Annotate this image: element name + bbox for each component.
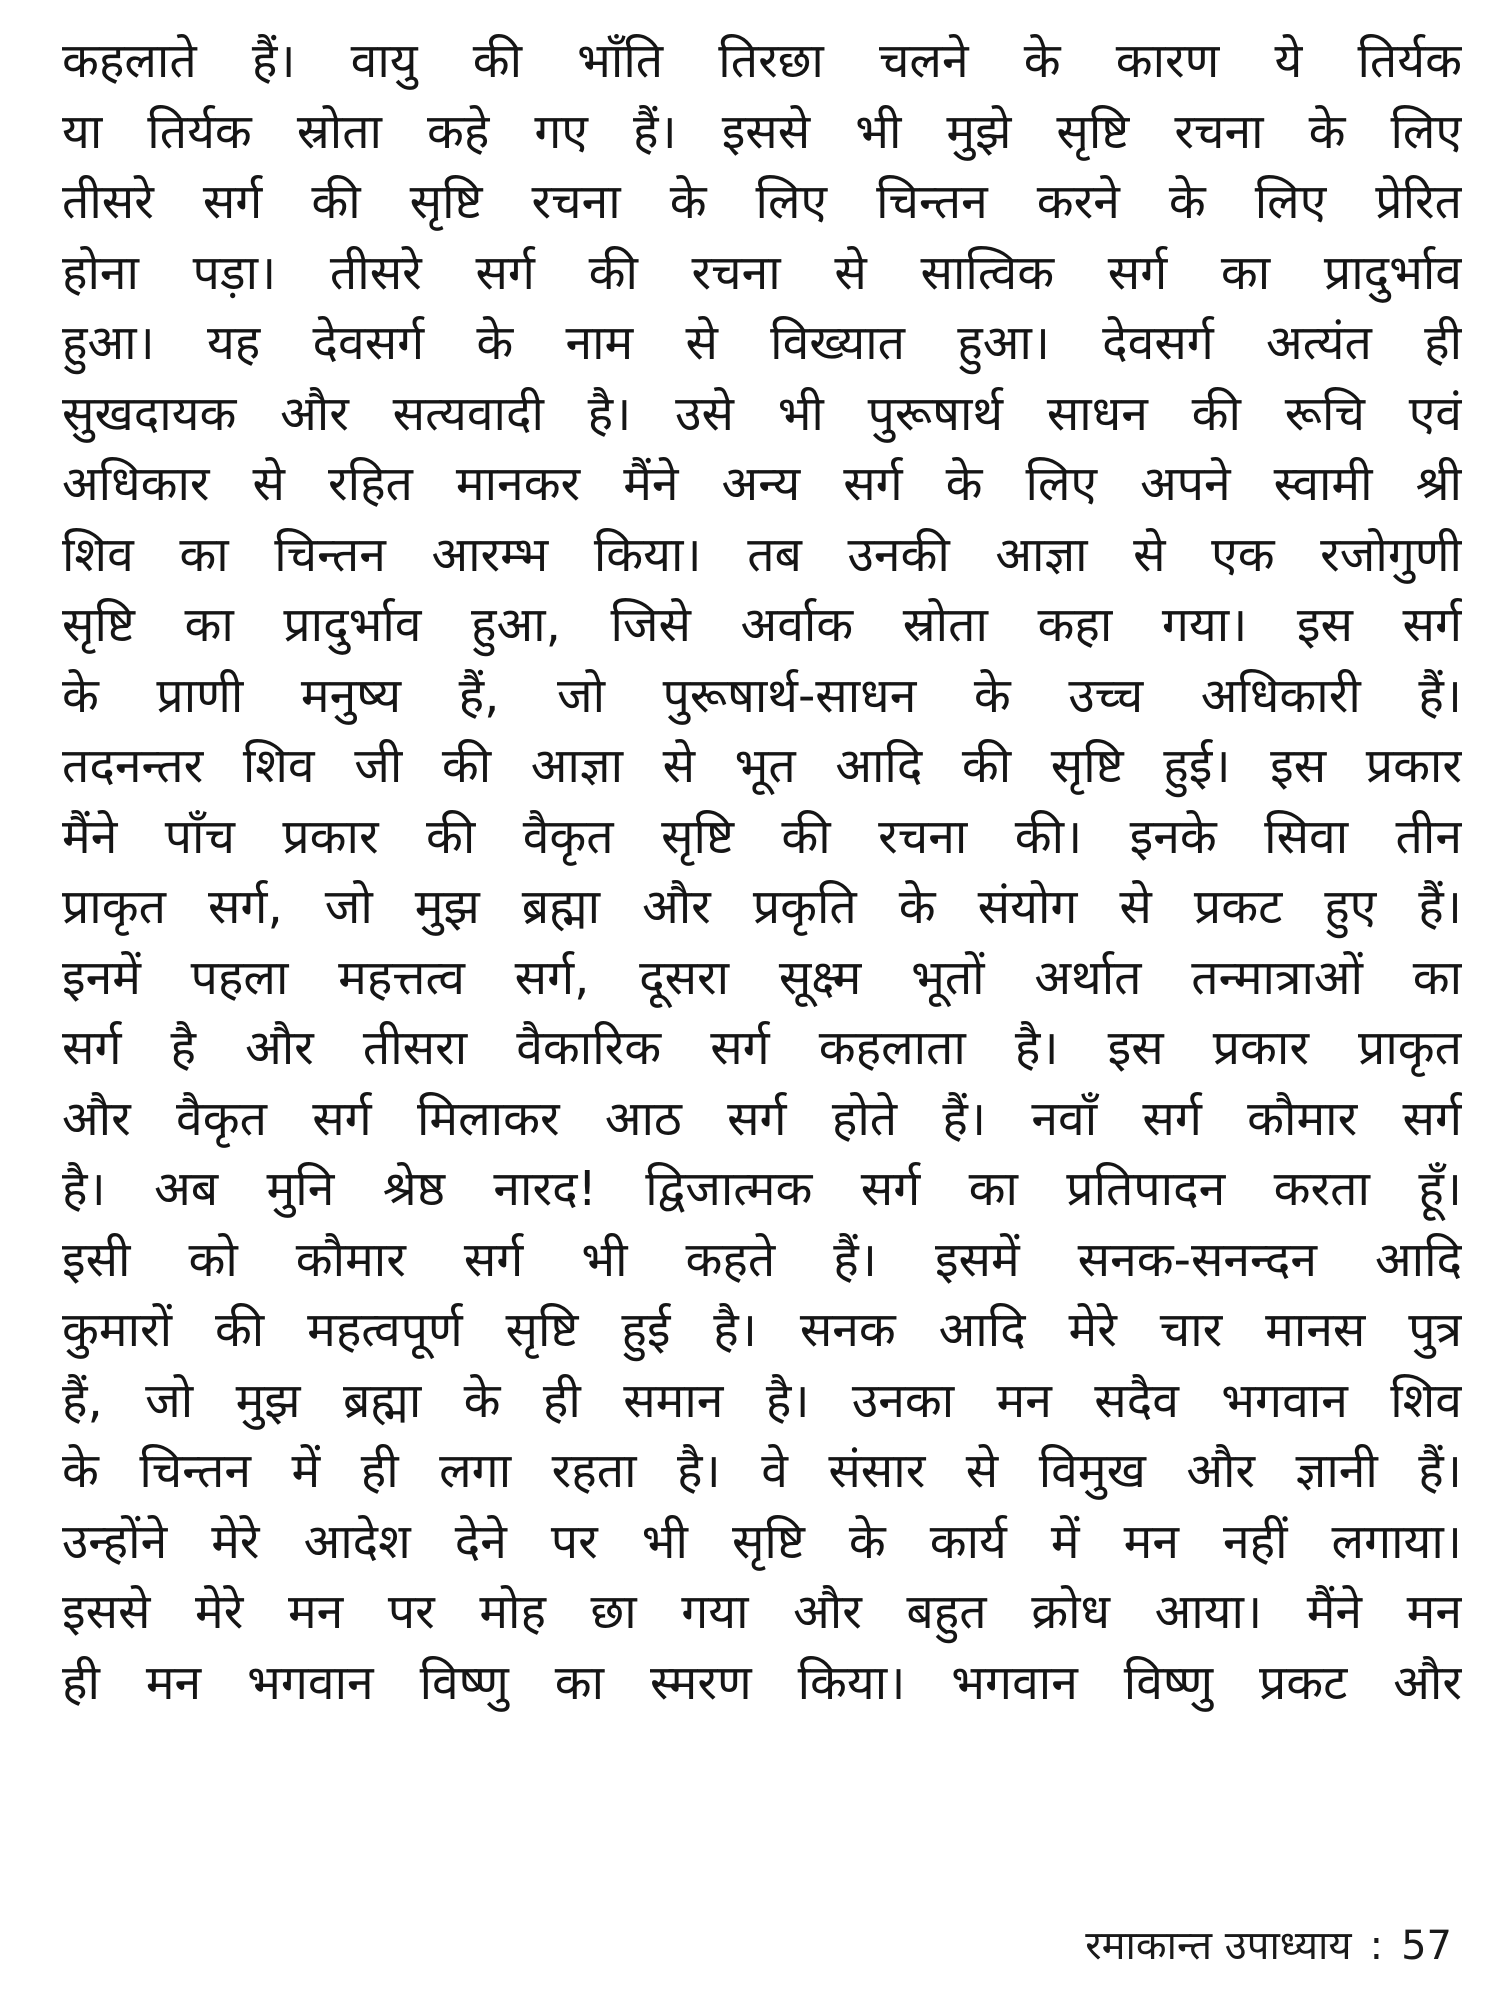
text-line: इससे मेरे मन पर मोह छा गया और बहुत क्रोध आया। मैंने मन — [62, 1584, 1462, 1640]
text-line: सृष्टि का प्रादुर्भाव हुआ, जिसे अर्वाक स्रोता कहा गया। इस सर्ग — [62, 597, 1462, 653]
text-line: तीसरे सर्ग की सृष्टि रचना के लिए चिन्तन करने के लिए प्रेरित — [62, 174, 1462, 230]
text-line: के प्राणी मनुष्य हैं, जो पुरूषार्थ-साधन के उच्च अधिकारी हैं। — [62, 667, 1462, 724]
text-line: मैंने पाँच प्रकार की वैकृत सृष्टि की रचना की। इनके सिवा तीन — [62, 808, 1462, 865]
text-line: या तिर्यक स्रोता कहे गए हैं। इससे भी मुझे सृष्टि रचना के लिए — [62, 103, 1462, 160]
text-line: इसी को कौमार सर्ग भी कहते हैं। इसमें सनक-सनन्दन आदि — [62, 1231, 1462, 1288]
text-line: कहलाते हैं। वायु की भाँति तिरछा चलने के कारण ये तिर्यक — [62, 33, 1462, 89]
text-line: होना पड़ा। तीसरे सर्ग की रचना से सात्विक सर्ग का प्रादुर्भाव — [62, 244, 1462, 301]
text-line: हुआ। यह देवसर्ग के नाम से विख्यात हुआ। देवसर्ग अत्यंत ही — [62, 315, 1462, 371]
text-line: और वैकृत सर्ग मिलाकर आठ सर्ग होते हैं। नवाँ सर्ग कौमार सर्ग — [62, 1090, 1462, 1147]
footer-separator: : — [1369, 1923, 1384, 1969]
text-line: इनमें पहला महत्तत्व सर्ग, दूसरा सूक्ष्म भूतों अर्थात तन्मात्राओं का — [62, 949, 1462, 1006]
text-line: हैं, जो मुझ ब्रह्मा के ही समान है। उनका मन सदैव भगवान शिव — [62, 1372, 1462, 1429]
text-line: के चिन्तन में ही लगा रहता है। वे संसार से विमुख और ज्ञानी हैं। — [62, 1443, 1462, 1499]
text-line: शिव का चिन्तन आरम्भ किया। तब उनकी आज्ञा से एक रजोगुणी — [62, 526, 1462, 583]
text-line: उन्होंने मेरे आदेश देने पर भी सृष्टि के कार्य में मन नहीं लगाया। — [62, 1513, 1462, 1570]
body-text — [62, 26, 1462, 1718]
text-line: ही मन भगवान विष्णु का स्मरण किया। भगवान विष्णु प्रकट और — [62, 1654, 1462, 1711]
page-number: 57 — [1401, 1923, 1452, 1969]
text-line: सुखदायक और सत्यवादी है। उसे भी पुरूषार्थ साधन की रूचि एवं — [62, 385, 1462, 442]
text-line: है। अब मुनि श्रेष्ठ नारद! द्विजात्मक सर्ग का प्रतिपादन करता हूँ। — [62, 1161, 1462, 1217]
text-line: सर्ग है और तीसरा वैकारिक सर्ग कहलाता है। इस प्रकार प्राकृत — [62, 1020, 1462, 1076]
author-name: रमाकान्त उपाध्याय — [1085, 1923, 1352, 1969]
text-line: तदनन्तर शिव जी की आज्ञा से भूत आदि की सृष्टि हुई। इस प्रकार — [62, 738, 1462, 794]
page-footer — [1085, 1916, 1452, 1976]
text-line: अधिकार से रहित मानकर मैंने अन्य सर्ग के लिए अपने स्वामी श्री — [62, 456, 1462, 512]
text-line: कुमारों की महत्वपूर्ण सृष्टि हुई है। सनक आदि मेरे चार मानस पुत्र — [62, 1302, 1462, 1358]
text-line: प्राकृत सर्ग, जो मुझ ब्रह्मा और प्रकृति के संयोग से प्रकट हुए हैं। — [62, 879, 1462, 935]
